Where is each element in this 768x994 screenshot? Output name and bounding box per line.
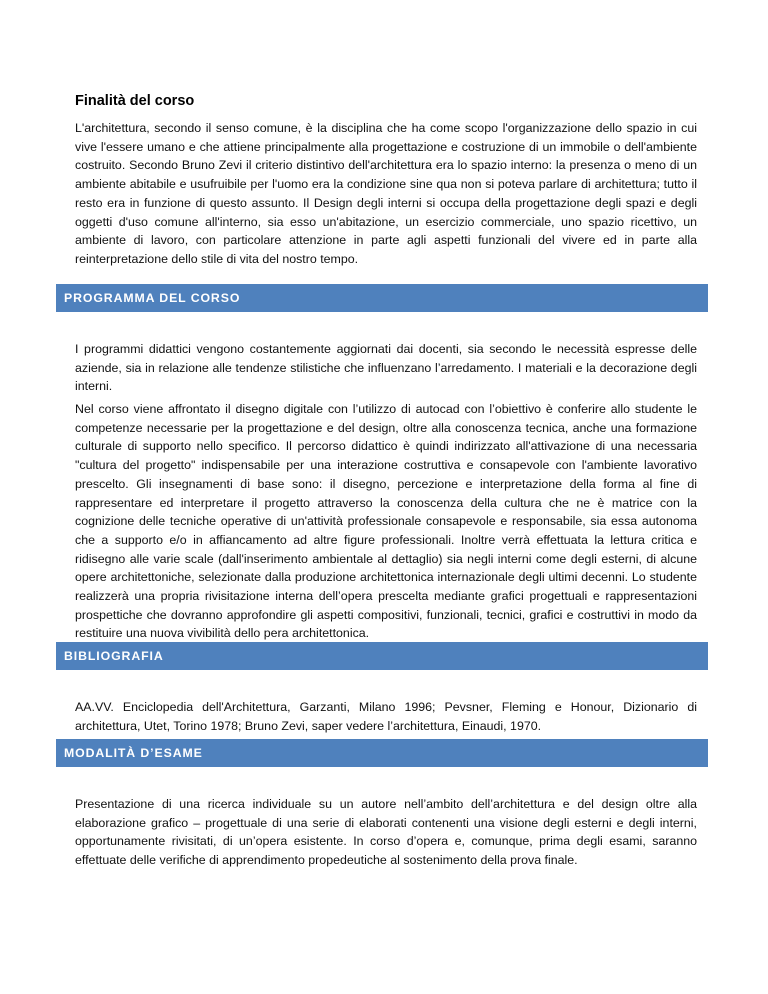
programma-paragraph-2: Nel corso viene affrontato il disegno digitale con l’utilizzo di autocad con l’obiettivo è conferire allo studente le competenze necessarie per la progettazione e del design, oltre alla conoscenza tecnica, anche una formazione culturale di supporto nello specifico. Il percorso didattico è quindi indirizzato all'attivazione di una necessaria "cultura del progetto" indispensabile per una interazione costruttiva e consapevole con l'ambiente lavorativo prescelto. Gli insegnamenti di base sono: il disegno, percezione e interpretazione della forma al fine di rappresentare ed interpretare il progetto attraverso la conoscenza della cultura che ne è matrice con la cognizione delle tecniche operative di un'attività professionale consapevole e responsabile, sia essa autonoma che a supporto e/o in affiancamento ad altre figure professionali. Inoltre verrà effettuata la lettura critica e ridisegno alle varie scale (dall'inserimento ambientale al dettaglio) sia negli interni come degli esterni, di alcune opere architettoniche, selezionate dalla produzione architettonica internazionale degli ultimi decenni. Lo studente realizzerà una propria rivisitazione interna dell’opera prescelta mediante grafici progettuali e rappresentazioni prospettiche che dovranno approfondire gli aspetti compositivi, funzionali, tecnici, grafici e costruttivi in modo da restituire una nuova vivibilità dello pera architettonica. [75,402,697,641]
bibliografia-paragraph: AA.VV. Enciclopedia dell'Architettura, Garzanti, Milano 1996; Pevsner, Fleming e Honour, Dizionario di architettura, Utet, Torino 1978; Bruno Zevi, saper vedere l’architettura, Einaudi, 1970. [75,700,697,733]
programma-paragraph-1: I programmi didattici vengono costantemente aggiornati dai docenti, sia secondo le necessità espresse delle aziende, sia in relazione alle tendenze stilistiche che influenzano l’arredamento. I materiali e la decorazione degli interni. [75,342,697,394]
esame-paragraph: Presentazione di una ricerca individuale su un autore nell’ambito dell’architettura e del design oltre alla elaborazione grafico – progettuale di una serie di elaborati contenenti una visione degli esterni e degli interni, opportunamente rivisitati, di un’opera esistente. In corso d’opera e, comunque, prima degli esami, saranno effettuate delle verifiche di apprendimento propedeutiche al sostenimento della prova finale. [75,797,697,868]
bibliografia-heading-band: BIBLIOGRAFIA [56,642,708,670]
esame-heading-band: MODALITÀ D’ESAME [56,739,708,767]
finalita-paragraph: L'architettura, secondo il senso comune, è la disciplina che ha come scopo l'organizzazione dello spazio in cui vive l'essere umano e che attiene principalmente alla progettazione e costruzione di un immobile o dell'ambiente costruito. Secondo Bruno Zevi il criterio distintivo dell'architettura era lo spazio interno: la presenza o meno di un ambiente abitabile e usufruibile per l'uomo era la condizione sine qua non si poteva parlare di architettura; tutto il resto era in funzione di questo assunto. Il Design degli interni si occupa della progettazione degli spazi e degli oggetti d'uso comune all'interno, sia esso un'abitazione, un esercizio commerciale, uno spazio ricettivo, un ambiente di lavoro, con particolare attenzione in parte agli aspetti funzionali del vivere ed in parte alla reinterpretazione dello stile di vita del nostro tempo. [75,121,697,266]
finalita-heading: Finalità del corso [75,93,195,109]
programma-heading-band: PROGRAMMA DEL CORSO [56,284,708,312]
